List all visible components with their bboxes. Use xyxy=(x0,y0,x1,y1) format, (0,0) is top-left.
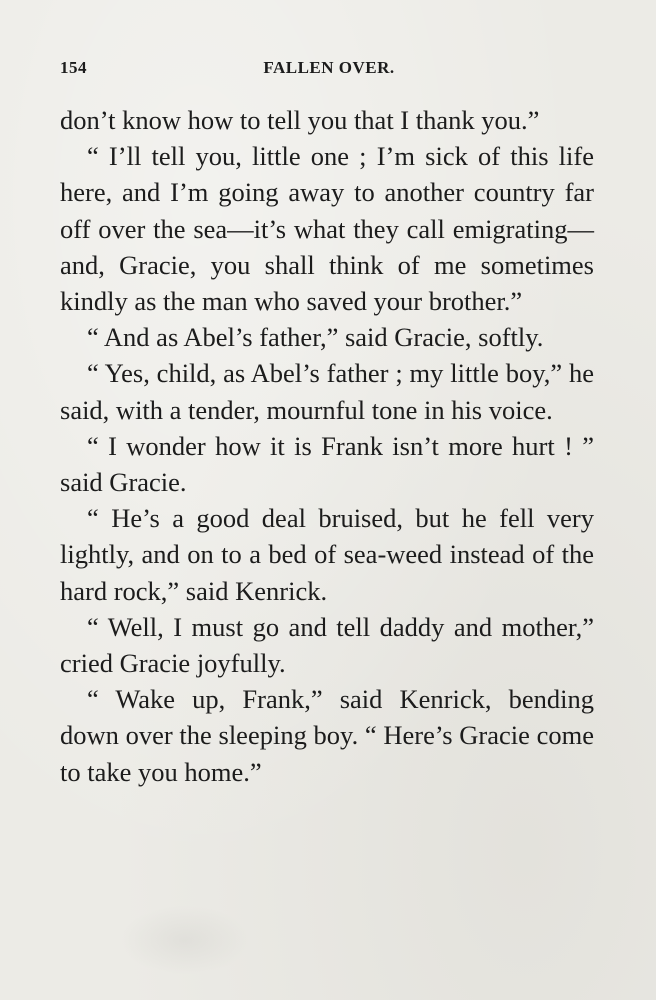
paragraph: “ He’s a good deal bruised, but he fell very lightly, and on to a bed of sea-weed instead of the hard rock,” said Kenrick. xyxy=(60,503,594,606)
paragraph: don’t know how to tell you that I thank you.” xyxy=(60,105,540,135)
paragraph: “ Wake up, Frank,” said Kenrick, bending down over the sleeping boy. “ Here’s Gracie come to take you home.” xyxy=(60,684,594,787)
paragraph: “ I wonder how it is Frank isn’t more hurt ! ” said Gracie. xyxy=(60,430,594,498)
running-title: FALLEN OVER. xyxy=(263,58,395,77)
paper-smudge xyxy=(120,905,250,975)
paragraph: “ Well, I must go and tell daddy and mother,” cried Gracie joyfully. xyxy=(60,611,594,679)
running-head xyxy=(60,58,598,86)
paragraph: “ Yes, child, as Abel’s father ; my little boy,” he said, with a tender, mournful tone in his voice. xyxy=(60,358,594,425)
paragraph: “ And as Abel’s father,” said Gracie, softly. xyxy=(87,322,544,353)
paragraph: “ I’ll tell you, little one ; I’m sick of this life here, and I’m going away to another country far off over the sea—it’s what they call emigrating—and, Gracie, you shall think of me sometimes kindly as the man who saved your brother.” xyxy=(60,141,594,317)
page-number: 154 xyxy=(60,58,87,77)
body-text xyxy=(60,102,594,790)
